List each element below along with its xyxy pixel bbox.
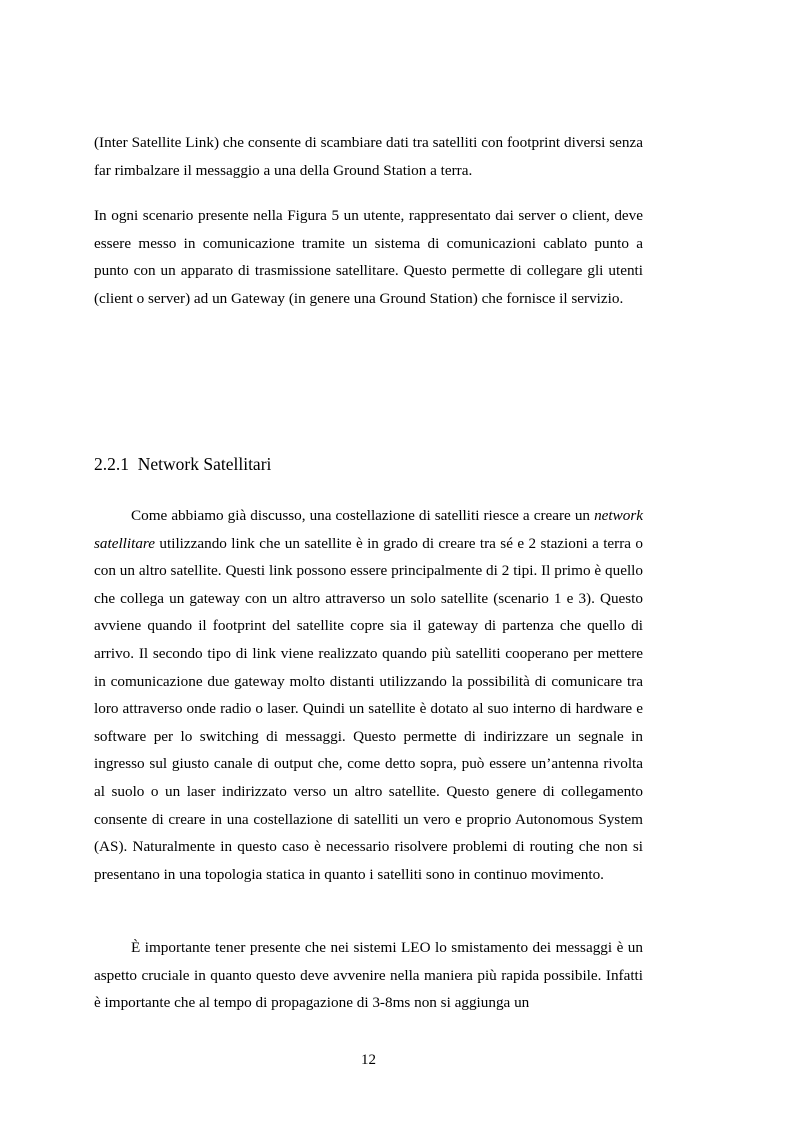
paragraph-inter-satellite-link: (Inter Satellite Link) che consente di scambiare dati tra satelliti con footprint diversi senza far rimbalzare il messaggio a una della Ground Station a terra.	[94, 134, 643, 179]
paragraph-text-start: Come abbiamo già discusso, una costellazione di satelliti riesce a creare un	[131, 507, 595, 524]
paragraph-leo-switching: È importante tener presente che nei sistemi LEO lo smistamento dei messaggi è un aspetto cruciale in quanto questo deve avvenire nella maniera più rapida possibile. Infatti è importante che al tempo di propagazione di 3-8ms non si aggiunga un	[94, 939, 643, 1012]
paragraph-scenario-description: In ogni scenario presente nella Figura 5 un utente, rappresentato dai server o client, deve essere messo in comunicazione tramite un sistema di comunicazioni cablato punto a punto con un apparato di trasmissione satellitare. Questo permette di collegare gli utenti (client o server) ad un Gateway (in genere una Ground Station) che fornisce il servizio.	[94, 207, 643, 307]
italic-term: network satellitare	[94, 507, 643, 552]
section-title: Network Satellitari	[137, 454, 272, 474]
section-heading	[94, 454, 271, 475]
paragraph-network-satellitare	[94, 502, 643, 888]
paragraph-text-end: utilizzando link che un satellite è in grado di creare tra sé e 2 stazioni a terra o con un altro satellite. Questi link possono essere principalmente di 2 tipi. Il primo è quello che collega un gateway con un altro attraverso un solo satellite (scenario 1 e 3). Questo avviene quando il footprint del satellite copre sia il gateway di partenza che quello di arrivo. Il secondo tipo di link viene realizzato quando più satelliti cooperano per mettere in comunicazione due gateway molto distanti utilizzando la possibilità di comunicare tra loro attraverso onde radio o laser. Quindi un satellite è dotato al suo interno di hardware e software per lo switching di messaggi. Questo permette di indirizzare un segnale in ingresso sul giusto canale di output che, come detto sopra, può essere un’antenna rivolta al suolo o un laser indirizzato verso un altro satellite. Questo genere di collegamento consente di creare in una costellazione di satelliti un vero e proprio Autonomous System (AS). Naturalmente in questo caso è necessario risolvere problemi di routing che non si presentano in una topologia statica in quanto i satelliti sono in continuo movimento.	[94, 534, 643, 883]
page-number: 12	[361, 1052, 376, 1068]
section-number: 2.2.1	[94, 454, 129, 474]
